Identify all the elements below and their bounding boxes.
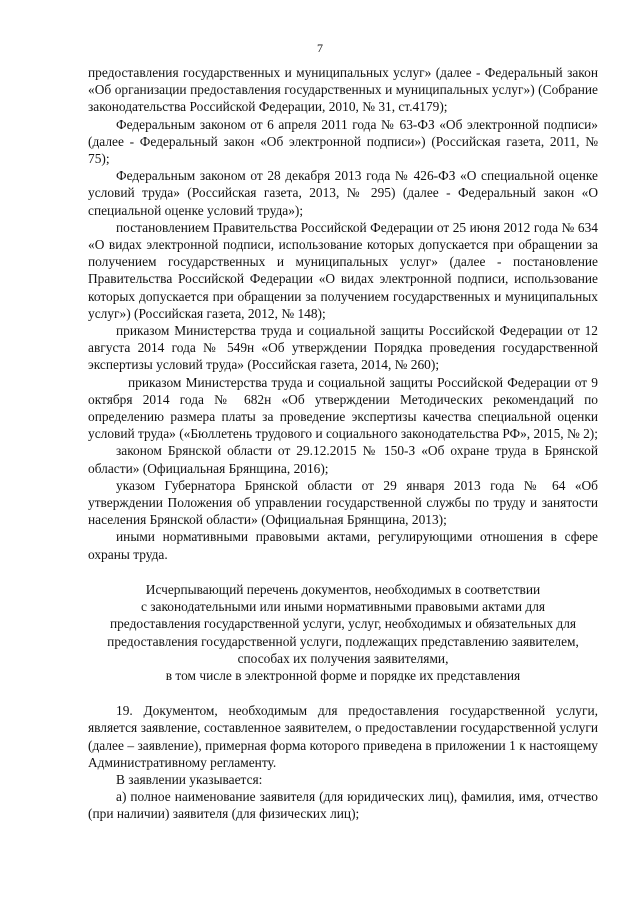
paragraph-governor-decree: указом Губернатора Брянской области от 29 января 2013 года № 64 «Об утверждении Положения об управлении государственной службы по труду и занятости населения Брянской области» (Официальная Брянщина, 2013);: [88, 477, 598, 528]
paragraph-order-682n: приказом Министерства труда и социальной защиты Российской Федерации от 9 октября 2014 года № 682н «Об утверждении Методических рекомендаций по определению размера платы за проведение экспертизы качества специальной оценки условий труда» («Бюллетень трудового и социального законодательства РФ», 2015, № 2);: [88, 374, 598, 442]
paragraph-law-63fz: Федеральным законом от 6 апреля 2011 года № 63-ФЗ «Об электронной подписи» (далее - Федеральный закон «Об электронной подписи») (Российская газета, 2011, № 75);: [88, 116, 598, 167]
paragraph-continuation: предоставления государственных и муниципальных услуг» (далее - Федеральный закон «Об организации предоставления государственных и муниципальных услуг») (Собрание законодательства Российской Федерации, 2010, № 31, ст.4179);: [88, 65, 598, 115]
section-heading-line: Исчерпывающий перечень документов, необходимых в соответствии: [145, 581, 541, 597]
paragraph-other-acts: иными нормативными правовыми актами, регулирующими отношения в сфере охраны труда.: [88, 529, 598, 562]
section-heading-line: предоставления государственной услуги, подлежащих представлению заявителем,: [107, 633, 579, 649]
paragraph-subitem-a: а) полное наименование заявителя (для юридических лиц), фамилия, имя, отчество (при наличии) заявителя (для физических лиц);: [88, 789, 598, 822]
section-heading-line: с законодательными или иными нормативными правовыми актами для: [140, 599, 546, 615]
paragraph-order-549n: приказом Министерства труда и социальной защиты Российской Федерации от 12 августа 2014 года № 549н «Об утверждении Порядка проведения государственной экспертизы условий труда» (Российская газета, 2014, № 260);: [88, 323, 598, 373]
paragraph-resolution-634: постановлением Правительства Российской Федерации от 25 июня 2012 года № 634 «О видах электронной подписи, использование которых допускается при обращении за получением государственных и муниципальных услуг» (далее - постановление Правительства Российской Федерации «О видах электронной подписи, использование которых допускается при обращении за получением государственных и муниципальных услуг») (Российская газета, 2012, № 148);: [88, 219, 598, 321]
section-heading-line: предоставления государственной услуги, услуг, необходимых и обязательных для: [109, 616, 577, 632]
page-number: 7: [317, 41, 323, 55]
paragraph-application-lead: В заявлении указывается:: [116, 771, 263, 787]
document-body: [88, 64, 598, 823]
paragraph-item-19: 19. Документом, необходимым для предоставления государственной услуги, является заявление, составленное заявителем, о предоставлении государственной услуги (далее – заявление), примерная форма которого приведена в приложении 1 к настоящему Административному регламенту.: [88, 703, 598, 770]
paragraph-law-426fz: Федеральным законом от 28 декабря 2013 года № 426-ФЗ «О специальной оценке условий труда» (Российская газета, 2013, № 295) (далее - Федеральный закон «О специальной оценке условий труда»);: [88, 168, 598, 218]
section-heading: [88, 581, 598, 684]
section-heading-line: в том числе в электронной форме и порядке их представления: [165, 667, 521, 683]
section-heading-line: способах их получения заявителями,: [237, 650, 449, 666]
paragraph-bryansk-law: законом Брянской области от 29.12.2015 № 150-З «Об охране труда в Брянской области» (Официальная Брянщина, 2016);: [88, 443, 598, 476]
